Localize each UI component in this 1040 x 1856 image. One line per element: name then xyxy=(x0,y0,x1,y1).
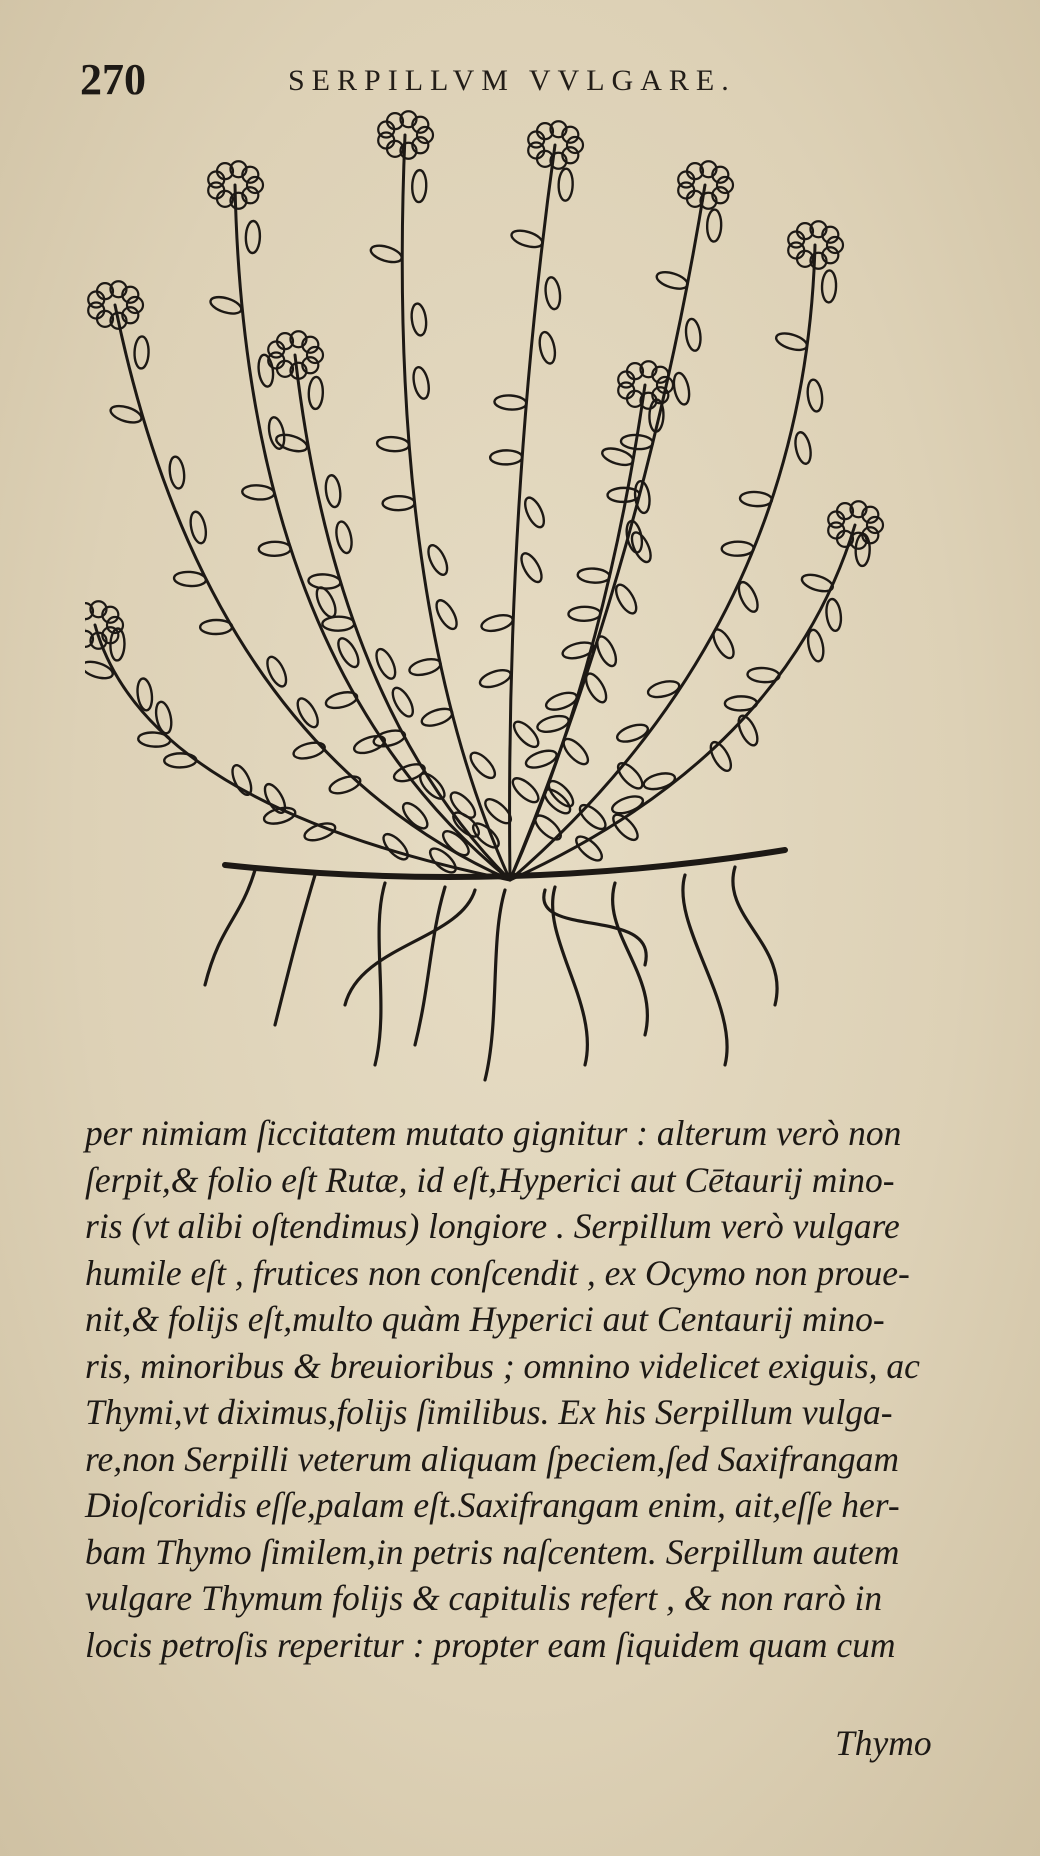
plant-leaf xyxy=(324,474,342,508)
plant-leaf xyxy=(531,812,564,844)
plant-leaf xyxy=(334,520,354,554)
plant-leaf xyxy=(610,793,645,817)
plant-leaf xyxy=(707,739,735,774)
plant-leaf xyxy=(490,450,522,464)
plant-leaf xyxy=(294,695,322,730)
text-line: locis petroſis reperitur : propter eam ſiquidem quam cum xyxy=(85,1624,896,1665)
plant-leaf xyxy=(292,740,326,761)
plant-leaf xyxy=(425,543,451,578)
catchword: Thymo xyxy=(835,1723,932,1763)
flower-floret xyxy=(247,177,263,193)
plant-leaf xyxy=(822,270,837,302)
plant-root xyxy=(733,867,777,1005)
plant-leaf xyxy=(264,654,290,689)
plant-leaf xyxy=(722,541,754,555)
flower-floret xyxy=(867,517,883,533)
plant-leaf xyxy=(480,612,514,633)
text-line: Dioſcoridis eſſe,palam eſt.Saxifrangam enim, ait,eſſe her- xyxy=(85,1485,900,1525)
plant-leaf xyxy=(576,801,609,833)
plant-root xyxy=(613,883,648,1035)
plant-root xyxy=(345,890,475,1005)
text-line: ris, minoribus & breuioribus ; omnino videlicet exiguis, ac xyxy=(85,1345,920,1386)
plant-leaf xyxy=(735,579,761,614)
plant-leaf xyxy=(825,598,843,632)
flower-floret xyxy=(417,127,433,143)
plant-leaf xyxy=(740,491,773,507)
plant-stem xyxy=(510,245,815,880)
plant-leaf xyxy=(259,542,291,556)
plant-leaf xyxy=(174,571,207,587)
plant-leaf xyxy=(710,626,738,661)
plant-leaf xyxy=(774,330,809,353)
flower-floret xyxy=(567,137,583,153)
plant-root xyxy=(415,887,445,1045)
plant-root xyxy=(205,870,255,985)
plant-leaf xyxy=(266,416,286,450)
plant-leaf xyxy=(582,671,610,706)
plant-leaf xyxy=(642,771,676,792)
plant-leaf xyxy=(684,318,702,352)
plant-leaf xyxy=(671,372,691,406)
plant-leaf xyxy=(408,656,442,677)
plant-leaf xyxy=(324,689,358,710)
plant-leaf xyxy=(262,805,296,826)
plant-leaf xyxy=(383,496,415,510)
plant-leaf xyxy=(447,789,479,822)
text-line: vulgare Thymum folijs & capitulis refert , & non rarò in xyxy=(85,1578,883,1618)
flower-floret xyxy=(127,297,143,313)
plant-leaf xyxy=(655,269,690,292)
plant-root xyxy=(275,875,315,1025)
page-number: 270 xyxy=(80,55,146,104)
plant-leaf xyxy=(612,582,640,617)
plant-leaf xyxy=(521,495,547,530)
plant-leaf xyxy=(572,833,605,865)
plant-leaf xyxy=(328,773,363,797)
plant-leaf xyxy=(510,718,542,751)
plant-leaf xyxy=(593,634,619,669)
plant-leaf xyxy=(377,436,410,452)
plant-leaf xyxy=(322,616,354,630)
plant-leaf xyxy=(261,781,289,816)
text-line: bam Thymo ſimilem,in petris naſcentem. Serpillum autem xyxy=(85,1531,900,1572)
page-header xyxy=(70,52,830,112)
plant-leaf xyxy=(494,394,527,410)
plant-leaf xyxy=(614,759,646,792)
plant-leaf xyxy=(793,431,813,465)
plant-leaf xyxy=(707,209,722,241)
plant-leaf xyxy=(257,354,275,388)
plant-leaf xyxy=(369,242,404,265)
plant-leaf xyxy=(154,700,174,734)
plant-leaf xyxy=(245,221,260,253)
plant-leaf xyxy=(544,276,562,310)
body-text xyxy=(85,1110,975,1668)
flower-floret xyxy=(827,237,843,253)
text-line: Thymi,vt diximus,folijs ſimilibus. Ex his Serpillum vulga- xyxy=(85,1392,893,1432)
plant-leaf xyxy=(537,331,557,365)
plant-leaf xyxy=(168,456,186,490)
text-line: nit,& folijs eſt,multo quàm Hyperici aut Centaurij mino- xyxy=(85,1299,885,1339)
text-line: re,non Serpilli veterum aliquam ſpeciem,ſed Saxifrangam xyxy=(85,1438,900,1479)
thyme-woodcut-illustration xyxy=(85,105,955,1090)
plant-leaf xyxy=(352,733,387,757)
running-title: SERPILLVM VVLGARE. xyxy=(288,64,736,97)
plant-leaf xyxy=(200,620,232,634)
plant-leaf xyxy=(229,763,255,798)
plant-leaf xyxy=(577,568,610,584)
plant-leaf xyxy=(433,597,461,632)
plant-leaf xyxy=(478,667,513,691)
plant-stem xyxy=(510,385,645,880)
plant-leaf xyxy=(509,774,542,806)
plant-leaf xyxy=(209,294,244,317)
plant-leaf xyxy=(735,713,761,748)
plant-leaf xyxy=(411,366,431,400)
plant-root xyxy=(375,883,385,1065)
plant-leaf xyxy=(308,377,323,409)
plant-leaf xyxy=(242,484,275,500)
plant-leaf xyxy=(302,820,337,844)
plant-root xyxy=(683,875,727,1065)
plant-leaf xyxy=(558,168,573,200)
plant-leaf xyxy=(568,607,600,621)
flower-floret xyxy=(307,347,323,363)
plant-leaf xyxy=(747,667,780,683)
text-line: per nimiam ſiccitatem mutato gignitur : alterum verò non xyxy=(85,1113,902,1153)
plant-leaf xyxy=(313,585,339,620)
plant-leaf xyxy=(517,550,545,585)
plant-leaf xyxy=(410,303,428,337)
plant-leaf xyxy=(806,379,824,413)
plant-leaf xyxy=(188,510,208,544)
text-line: ſerpit,& folio eſt Rutæ, id eſt,Hyperici aut Cētaurij mino- xyxy=(85,1159,895,1200)
text-line: humile eſt , frutices non conſcendit , ex Ocymo non proue- xyxy=(85,1252,910,1293)
plant-root xyxy=(485,890,505,1080)
flower-floret xyxy=(717,177,733,193)
plant-leaf xyxy=(806,628,826,662)
plant-leaf xyxy=(725,696,757,710)
plant-leaf xyxy=(800,572,835,595)
plant-leaf xyxy=(274,432,309,455)
plant-leaf xyxy=(308,573,341,589)
plant-stem xyxy=(95,625,510,880)
plant-leaf xyxy=(164,753,196,767)
text-line: ris (vt alibi oſtendimus) longiore . Serpillum verò vulgare xyxy=(85,1206,900,1246)
plant-leaf xyxy=(134,336,149,368)
plant-leaf xyxy=(420,706,455,730)
plant-leaf xyxy=(615,721,650,745)
plant-leaf xyxy=(510,227,545,250)
plant-stem xyxy=(510,145,555,880)
plant-leaf xyxy=(412,170,427,202)
